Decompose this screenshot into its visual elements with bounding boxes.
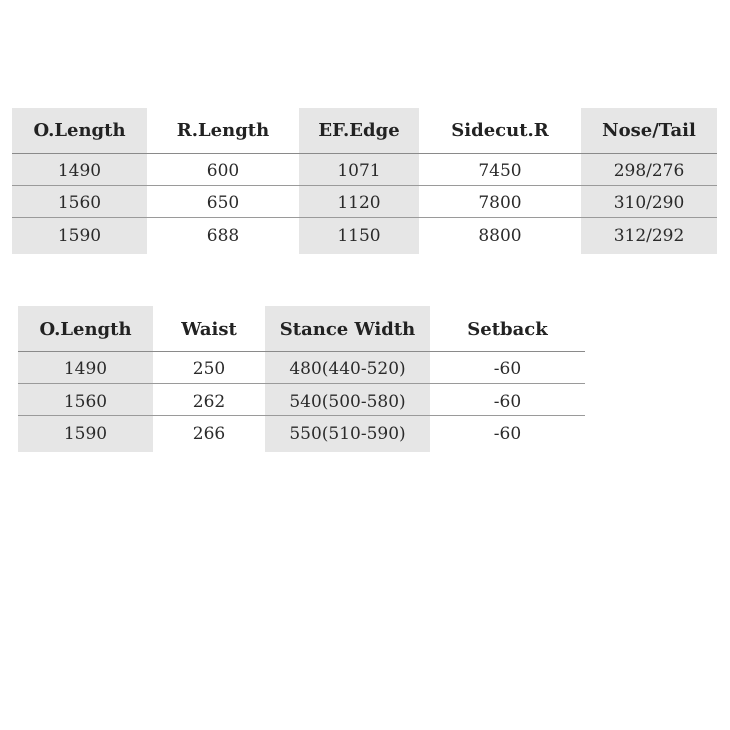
table-cell: 688 [206,226,240,246]
table-cell: -60 [493,424,522,444]
column-header: Stance Width [279,319,416,340]
table-cell: 1490 [57,161,102,181]
table-cell: 1071 [337,161,381,181]
header-rule [18,351,585,352]
table-cell: 600 [206,161,240,181]
column-header: Setback [467,319,548,340]
table-cell: 8800 [478,226,522,246]
table-cell: 550(510-590) [289,424,406,444]
table-cell: 298/276 [613,161,685,181]
table-cell: 250 [192,359,226,379]
row-rule [18,415,585,416]
table-cell: 7450 [478,161,522,181]
table-cell: 310/290 [613,193,685,213]
table-cell: 540(500-580) [289,392,406,412]
table-cell: 1590 [63,424,108,444]
column-header: EF.Edge [318,120,400,141]
column-header: O.Length [39,319,132,340]
column-header: Waist [181,319,237,340]
table-cell: 1560 [57,193,102,213]
table-cell: 262 [192,392,226,412]
table-cell: 1490 [63,359,108,379]
table-cell: 1150 [337,226,381,246]
table-cell: 266 [192,424,226,444]
table-cell: 1590 [57,226,102,246]
column-header: R.Length [176,120,270,141]
column-header: O.Length [33,120,126,141]
table-cell: 650 [206,193,240,213]
column-header: Nose/Tail [602,120,696,141]
table-cell: 312/292 [613,226,685,246]
table-cell: 480(440-520) [289,359,406,379]
table-cell: 1120 [337,193,381,213]
row-rule [18,383,585,384]
table-cell: 7800 [478,193,522,213]
table-cell: 1560 [63,392,108,412]
table-cell: -60 [493,359,522,379]
column-header: Sidecut.R [451,120,549,141]
table-cell: -60 [493,392,522,412]
